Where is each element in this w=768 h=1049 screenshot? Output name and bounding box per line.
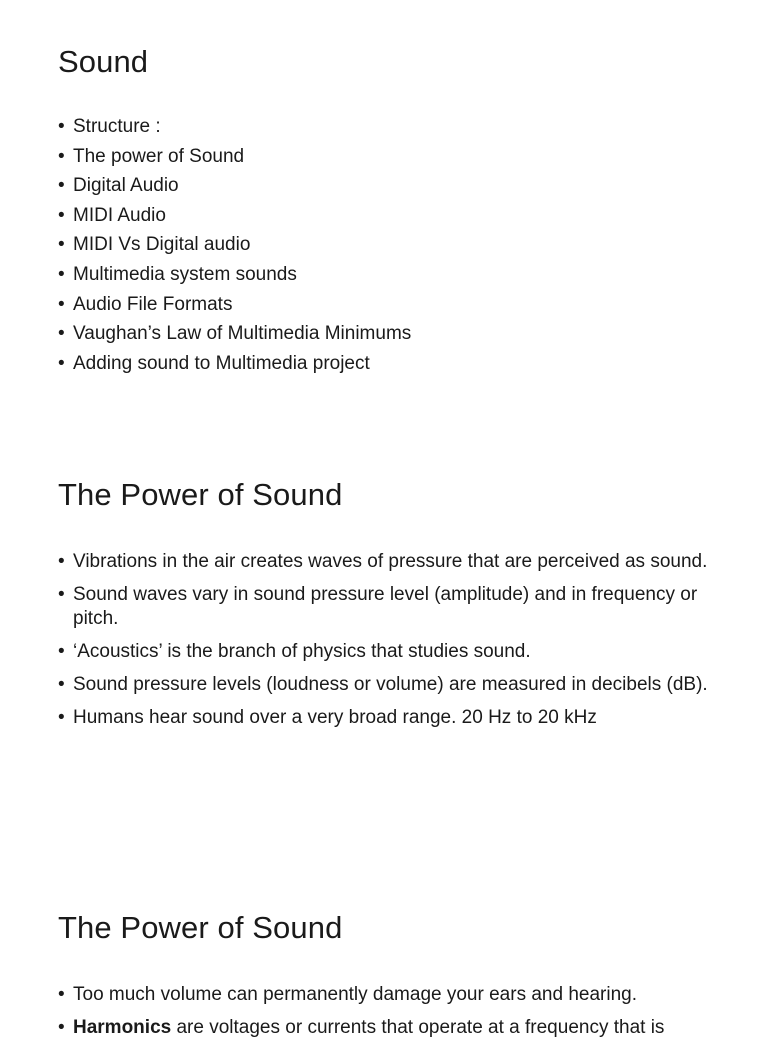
bullet-item-partial (58, 1016, 718, 1040)
bullet-text: MIDI Audio (73, 204, 166, 226)
bullet-item (58, 351, 718, 381)
bullet-term: Harmonics (73, 1017, 172, 1038)
bullet-text: Structure : (73, 116, 161, 137)
bullet-item (58, 583, 718, 631)
bullet-item (58, 144, 718, 174)
bullet-icon: • (58, 674, 65, 695)
bullet-item (58, 114, 718, 144)
bullet-icon: • (58, 641, 65, 662)
bullet-icon: • (58, 175, 65, 197)
bullet-item (58, 173, 718, 203)
bullet-text: Sound waves vary in sound pressure level (amplitude) and in frequency or pitch. (73, 584, 698, 629)
bullet-text: Too much volume can permanently damage your ears and hearing. (73, 984, 637, 1005)
bullet-icon: • (58, 293, 65, 315)
bullet-icon: • (58, 1017, 65, 1038)
bullet-icon: • (58, 984, 65, 1005)
bullet-icon: • (58, 323, 65, 345)
bullet-item (58, 292, 718, 322)
bullet-text: The power of Sound (73, 145, 245, 167)
bullet-text: MIDI Vs Digital audio (73, 234, 251, 256)
bullet-icon: • (58, 352, 65, 374)
bullet-text: ‘Acoustics’ is the branch of physics that studies sound. (73, 641, 531, 662)
bullet-item (58, 203, 718, 233)
bullet-text: Multimedia system sounds (73, 263, 297, 285)
bullet-text: Sound pressure levels (loudness or volume) are measured in decibels (dB). (73, 674, 708, 695)
bullet-icon: • (58, 234, 65, 256)
bullet-item (58, 550, 718, 574)
bullet-icon: • (58, 145, 65, 167)
bullet-text: Vaughan’s Law of Multimedia Minimums (73, 323, 412, 345)
bullet-icon: • (58, 707, 65, 728)
bullet-icon: • (58, 551, 65, 572)
bullet-item (58, 321, 718, 351)
slide-title: Sound (58, 44, 149, 79)
bullet-item (58, 232, 718, 262)
bullet-icon: • (58, 204, 65, 226)
bullet-text: Audio File Formats (73, 293, 233, 315)
slide-title: The Power of Sound (58, 477, 343, 512)
bullet-icon: • (58, 584, 65, 605)
bullet-list (58, 550, 718, 739)
slide-title: The Power of Sound (58, 910, 343, 945)
bullet-item (58, 706, 718, 730)
bullet-item (58, 673, 718, 697)
bullet-icon: • (58, 263, 65, 285)
bullet-text: Humans hear sound over a very broad range. 20 Hz to 20 kHz (73, 707, 597, 728)
bullet-item (58, 262, 718, 292)
bullet-list (58, 983, 718, 1049)
bullet-item (58, 983, 718, 1007)
bullet-text: Vibrations in the air creates waves of pressure that are perceived as sound. (73, 551, 708, 572)
bullet-icon: • (58, 116, 65, 137)
bullet-item (58, 640, 718, 664)
bullet-list (58, 114, 718, 380)
bullet-text: Adding sound to Multimedia project (73, 352, 370, 374)
bullet-text: are voltages or currents that operate at a frequency that is (171, 1017, 665, 1038)
bullet-text: Digital Audio (73, 175, 179, 197)
